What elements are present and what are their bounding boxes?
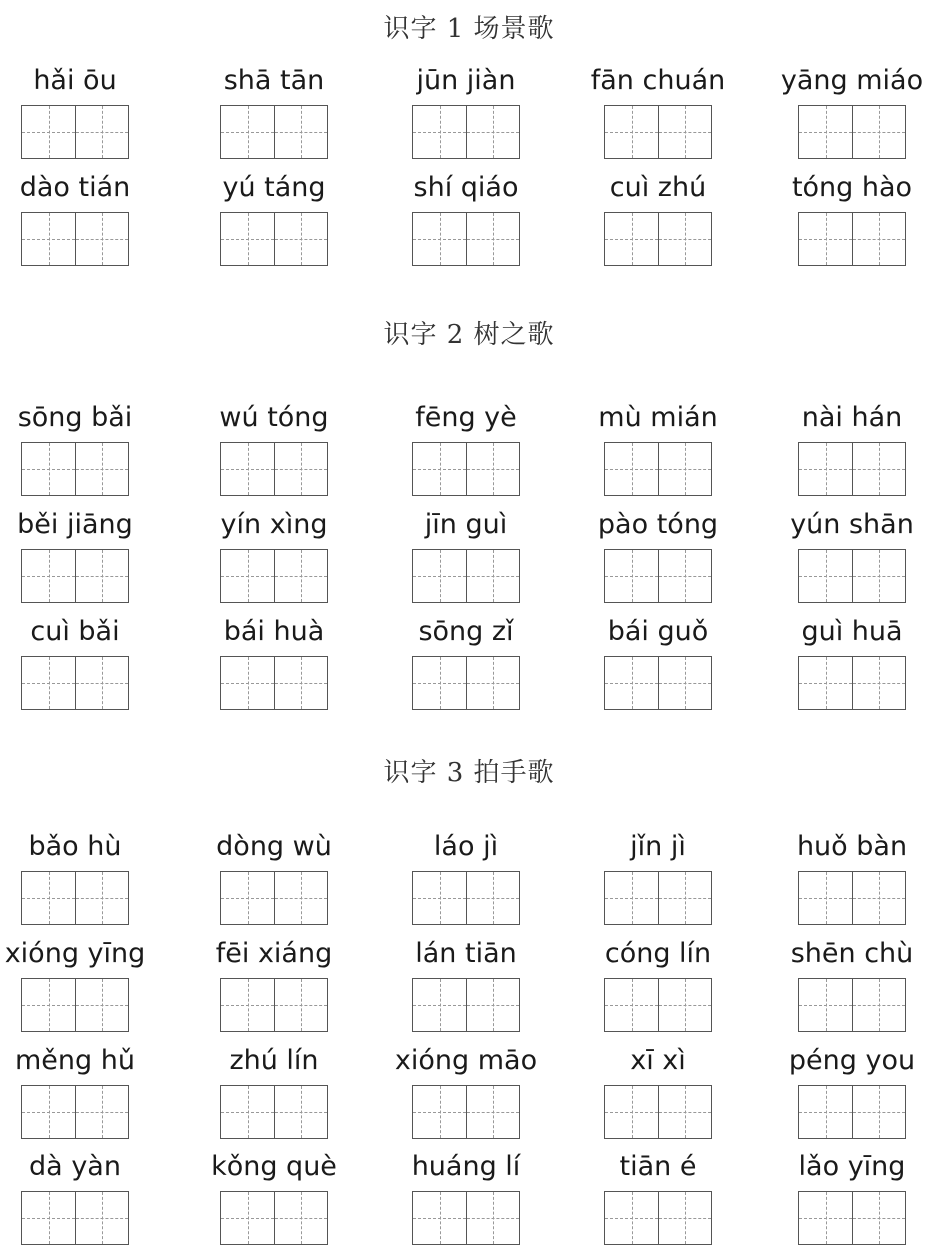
character-square[interactable] [22,213,75,265]
pinyin-label: láo jì [433,831,499,862]
writing-grid[interactable] [604,1191,712,1245]
writing-grid[interactable] [21,656,129,710]
section-title: 识字 1 场景歌 [383,14,555,44]
word-cell [184,614,364,710]
writing-grid[interactable] [21,212,129,266]
character-square[interactable] [221,872,274,924]
character-square[interactable] [22,443,75,495]
character-square[interactable] [852,1086,905,1138]
pinyin-label: dào tián [19,172,131,203]
pinyin-label: sōng bǎi [17,402,133,433]
writing-grid[interactable] [604,1085,712,1139]
character-square[interactable] [466,550,519,602]
word-cell [762,1043,938,1139]
writing-grid[interactable] [604,105,712,159]
pinyin-label: fēng yè [415,402,517,433]
word-cell [568,614,748,710]
character-square[interactable] [22,979,75,1031]
pinyin-label: bái huà [223,616,325,647]
character-square[interactable] [75,106,128,158]
character-square[interactable] [22,1086,75,1138]
character-square[interactable] [799,213,852,265]
word-cell [376,1043,556,1139]
writing-grid[interactable] [220,105,328,159]
character-square[interactable] [75,213,128,265]
word-cell [184,936,364,1032]
writing-grid[interactable] [220,1191,328,1245]
character-square[interactable] [852,213,905,265]
character-square[interactable] [75,443,128,495]
word-cell [0,400,165,496]
writing-grid[interactable] [21,105,129,159]
pinyin-label: cuì bǎi [30,616,120,647]
word-cell [0,63,165,159]
character-square[interactable] [466,872,519,924]
word-cell [376,936,556,1032]
character-square[interactable] [605,213,658,265]
writing-grid[interactable] [412,1191,520,1245]
character-square[interactable] [274,1192,327,1244]
pinyin-label: yún shān [790,509,914,540]
character-square[interactable] [75,657,128,709]
word-cell [184,507,364,603]
character-square[interactable] [852,550,905,602]
pinyin-label: měng hǔ [15,1045,135,1076]
character-square[interactable] [75,1086,128,1138]
character-square[interactable] [466,106,519,158]
word-cell [568,170,748,266]
character-square[interactable] [799,106,852,158]
word-cell [184,63,364,159]
writing-grid[interactable] [412,549,520,603]
writing-grid[interactable] [412,105,520,159]
character-square[interactable] [75,872,128,924]
pinyin-label: dòng wù [216,831,332,862]
word-cell [0,170,165,266]
writing-grid[interactable] [604,212,712,266]
word-cell [0,936,165,1032]
pinyin-label: yāng miáo [780,65,924,96]
writing-grid[interactable] [604,656,712,710]
character-square[interactable] [799,550,852,602]
word-cell [184,829,364,925]
pinyin-label: fēi xiáng [215,938,333,969]
character-square[interactable] [605,443,658,495]
pinyin-label: shā tān [223,65,325,96]
character-square[interactable] [605,1086,658,1138]
character-square[interactable] [75,550,128,602]
character-square[interactable] [22,872,75,924]
word-cell [568,829,748,925]
pinyin-label: shēn chù [790,938,914,969]
character-square[interactable] [274,443,327,495]
character-square[interactable] [658,657,711,709]
pinyin-label: nài hán [801,402,903,433]
pinyin-label: fān chuán [590,65,726,96]
word-cell [762,614,938,710]
character-square[interactable] [413,979,466,1031]
writing-grid[interactable] [412,1085,520,1139]
character-square[interactable] [22,550,75,602]
character-square[interactable] [605,550,658,602]
character-square[interactable] [413,550,466,602]
character-square[interactable] [605,657,658,709]
character-square[interactable] [221,1086,274,1138]
pinyin-label: běi jiāng [17,509,133,540]
character-square[interactable] [22,106,75,158]
word-cell [0,1043,165,1139]
character-square[interactable] [75,979,128,1031]
word-cell [0,829,165,925]
character-square[interactable] [466,979,519,1031]
character-square[interactable] [852,106,905,158]
pinyin-label: lǎo yīng [798,1151,906,1182]
character-square[interactable] [413,1086,466,1138]
writing-grid[interactable] [798,871,906,925]
writing-grid[interactable] [798,549,906,603]
character-square[interactable] [658,872,711,924]
writing-grid[interactable] [604,871,712,925]
character-square[interactable] [221,213,274,265]
word-cell [762,1149,938,1245]
character-square[interactable] [274,106,327,158]
writing-grid[interactable] [798,442,906,496]
word-cell [762,507,938,603]
word-cell [376,400,556,496]
pinyin-label: cuì zhú [609,172,707,203]
character-square[interactable] [274,550,327,602]
character-square[interactable] [274,872,327,924]
word-cell [762,936,938,1032]
character-square[interactable] [466,213,519,265]
pinyin-label: xióng māo [394,1045,538,1076]
writing-grid[interactable] [220,442,328,496]
pinyin-label: yú táng [222,172,326,203]
character-square[interactable] [413,106,466,158]
word-cell [762,170,938,266]
pinyin-label: sōng zǐ [418,616,514,647]
section-title: 识字 2 树之歌 [383,320,555,350]
writing-grid[interactable] [220,871,328,925]
character-square[interactable] [605,106,658,158]
character-square[interactable] [221,979,274,1031]
character-square[interactable] [221,106,274,158]
pinyin-label: tiān é [619,1151,697,1182]
pinyin-label: hǎi ōu [33,65,117,96]
pinyin-label: mù mián [598,402,718,433]
word-cell [184,1043,364,1139]
writing-grid[interactable] [220,978,328,1032]
word-cell [376,1149,556,1245]
pinyin-label: shí qiáo [413,172,519,203]
writing-grid[interactable] [798,212,906,266]
pinyin-label: zhú lín [229,1045,319,1076]
character-square[interactable] [466,1086,519,1138]
pinyin-label: tóng hào [791,172,913,203]
character-square[interactable] [274,213,327,265]
writing-grid[interactable] [412,871,520,925]
character-square[interactable] [221,657,274,709]
character-square[interactable] [22,657,75,709]
word-cell [376,507,556,603]
pinyin-label: kǒng què [211,1151,337,1182]
character-square[interactable] [852,657,905,709]
pinyin-label: cóng lín [604,938,712,969]
character-square[interactable] [799,443,852,495]
word-cell [568,63,748,159]
character-square[interactable] [605,979,658,1031]
writing-grid[interactable] [220,656,328,710]
word-cell [568,936,748,1032]
writing-grid[interactable] [798,656,906,710]
character-square[interactable] [605,1192,658,1244]
writing-grid[interactable] [220,1085,328,1139]
character-square[interactable] [852,872,905,924]
character-square[interactable] [799,1086,852,1138]
character-square[interactable] [413,1192,466,1244]
character-square[interactable] [605,872,658,924]
character-square[interactable] [274,657,327,709]
character-square[interactable] [658,979,711,1031]
character-square[interactable] [221,443,274,495]
character-square[interactable] [413,657,466,709]
pinyin-label: yín xìng [220,509,328,540]
character-square[interactable] [274,1086,327,1138]
character-square[interactable] [466,443,519,495]
word-cell [762,400,938,496]
character-square[interactable] [658,106,711,158]
writing-grid[interactable] [220,549,328,603]
character-square[interactable] [799,1192,852,1244]
writing-grid[interactable] [604,442,712,496]
word-cell [184,170,364,266]
word-cell [568,507,748,603]
character-square[interactable] [799,657,852,709]
writing-grid[interactable] [21,978,129,1032]
word-cell [762,63,938,159]
writing-grid[interactable] [21,1085,129,1139]
writing-grid[interactable] [412,656,520,710]
character-square[interactable] [75,1192,128,1244]
character-square[interactable] [466,657,519,709]
character-square[interactable] [274,979,327,1031]
writing-grid[interactable] [412,442,520,496]
writing-grid[interactable] [21,442,129,496]
pinyin-label: jīn guì [424,509,508,540]
word-cell [568,1043,748,1139]
pinyin-label: huǒ bàn [796,831,908,862]
character-square[interactable] [658,443,711,495]
writing-grid[interactable] [21,1191,129,1245]
word-cell [568,400,748,496]
character-square[interactable] [658,550,711,602]
character-square[interactable] [413,443,466,495]
writing-grid[interactable] [798,1191,906,1245]
writing-grid[interactable] [798,978,906,1032]
word-cell [762,829,938,925]
character-square[interactable] [852,1192,905,1244]
pinyin-label: xióng yīng [4,938,146,969]
character-square[interactable] [466,1192,519,1244]
writing-grid[interactable] [604,978,712,1032]
pinyin-label: dà yàn [29,1151,121,1182]
character-square[interactable] [799,979,852,1031]
writing-grid[interactable] [220,212,328,266]
pinyin-label: bái guǒ [607,616,709,647]
writing-grid[interactable] [798,105,906,159]
word-cell [184,1149,364,1245]
word-cell [376,170,556,266]
word-cell [568,1149,748,1245]
writing-grid[interactable] [412,212,520,266]
character-square[interactable] [658,1192,711,1244]
character-square[interactable] [658,1086,711,1138]
pinyin-label: lán tiān [415,938,517,969]
character-square[interactable] [852,979,905,1031]
writing-grid[interactable] [21,549,129,603]
word-cell [184,400,364,496]
character-square[interactable] [799,872,852,924]
word-cell [376,63,556,159]
character-square[interactable] [852,443,905,495]
word-cell [0,507,165,603]
pinyin-label: jǐn jì [630,831,686,862]
word-cell [0,614,165,710]
character-square[interactable] [22,1192,75,1244]
character-square[interactable] [221,1192,274,1244]
writing-grid[interactable] [412,978,520,1032]
character-square[interactable] [413,213,466,265]
writing-grid[interactable] [798,1085,906,1139]
pinyin-label: wú tóng [219,402,329,433]
writing-grid[interactable] [604,549,712,603]
character-square[interactable] [658,213,711,265]
pinyin-label: huáng lí [411,1151,521,1182]
character-square[interactable] [221,550,274,602]
word-cell [376,829,556,925]
word-cell [0,1149,165,1245]
pinyin-label: guì huā [801,616,903,647]
pinyin-label: xī xì [630,1045,686,1076]
pinyin-label: pào tóng [597,509,719,540]
writing-grid[interactable] [21,871,129,925]
pinyin-label: bǎo hù [28,831,122,862]
pinyin-label: péng you [788,1045,916,1076]
pinyin-label: jūn jiàn [416,65,516,96]
section-title: 识字 3 拍手歌 [383,758,555,788]
character-square[interactable] [413,872,466,924]
word-cell [376,614,556,710]
